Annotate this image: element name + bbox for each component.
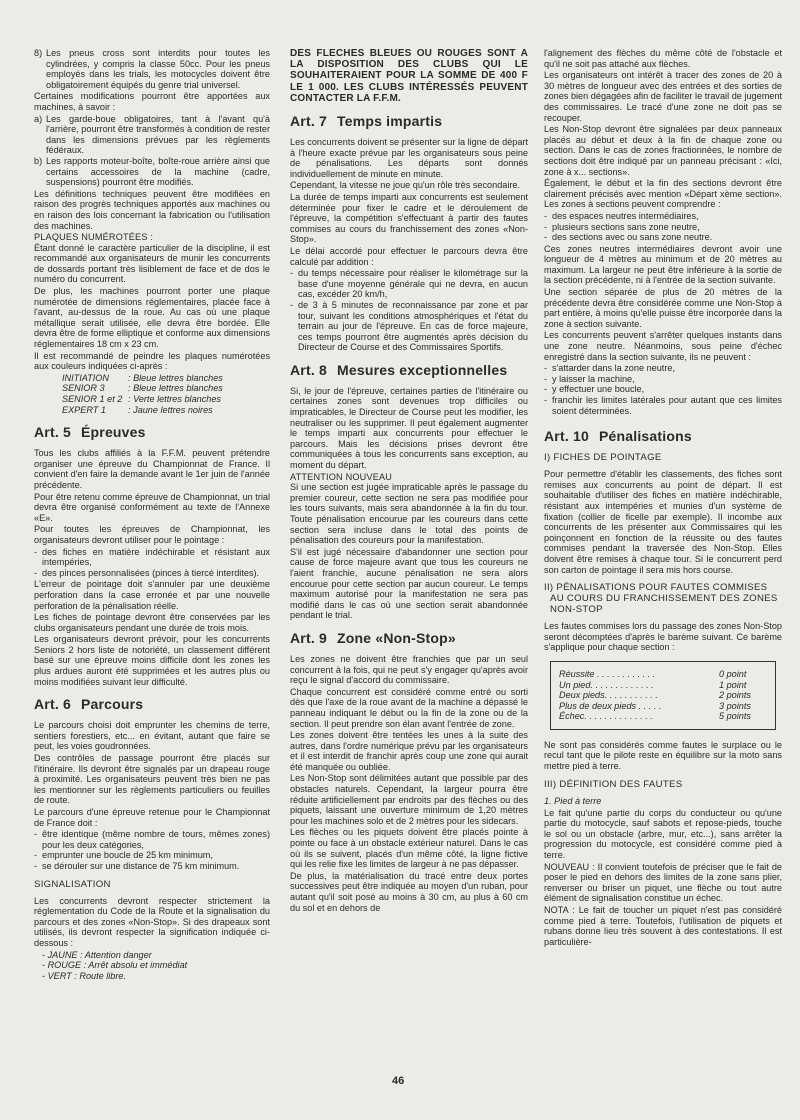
- list-item-text: s'attarder dans la zone neutre,: [552, 363, 675, 374]
- list-item-text: Les garde-boue obligatoires, tant à l'avant qu'à l'arrière, pourront être transformés à condition de rester dans les dimensions prévues par les règlements fédéraux.: [46, 113, 270, 156]
- color-description: : Jaune lettres noires: [128, 404, 213, 415]
- modifications-list: [34, 114, 270, 188]
- dash-marker: -: [34, 860, 38, 871]
- paragraph: Chaque concurrent est considéré comme entré ou sorti dès que l'axe de la roue avant de la machine a dépassé le panneau indiquant le début ou la fin de la zone ou de la section. Il peut prendre son élan avant l'entrée de zone.: [290, 686, 528, 729]
- paragraph: Le délai accordé pour effectuer le parcours devra être calculé par addition :: [290, 245, 528, 267]
- plate-color-row: [62, 383, 270, 394]
- paragraph: NOUVEAU : Il convient toutefois de préciser que le fait de poser le pied en dehors des limites de la zone sans plier, renverser ou briser un piquet, une flèche ou tout autre élément de signalisation constitue un échec.: [544, 861, 782, 904]
- list-item: [544, 374, 782, 385]
- dash-marker: -: [544, 363, 548, 374]
- column-left: [34, 48, 270, 981]
- list-item: [290, 268, 528, 300]
- paragraph: Une section séparée de plus de 20 mètres de la précédente devra être considérée comme une Non-Stop à part entière, à moins qu'elle puisse être incorporée dans la zone à section suivante.: [544, 287, 782, 329]
- dash-marker: -: [34, 829, 38, 840]
- penalty-points: 0 point: [719, 668, 747, 679]
- list-marker: b): [34, 155, 43, 166]
- fault-name: Deux pieds. . . . . . . . . . .: [559, 690, 658, 701]
- penalty-row: [559, 701, 767, 712]
- list-item-text: des sections avec ou sans zone neutre.: [552, 232, 713, 243]
- list-item-text: se dérouler sur une distance de 75 km minimum.: [42, 860, 240, 871]
- list-item-text: des pinces personnalisées (pinces à tiercé interdites).: [42, 567, 260, 578]
- penalty-row: [559, 680, 767, 691]
- paragraph: L'erreur de pointage doit s'annuler par une deuxième perforation dans la case erronée et par une nouvelle perforation de la pénalisation réelle.: [34, 579, 270, 611]
- dash-marker: -: [544, 210, 548, 221]
- fault-name: Un pied. . . . . . . . . . . . .: [559, 679, 654, 690]
- paragraph: Pour permettre d'établir les classements, des fiches sont remises aux concurrents au point de départ. Il est souhaitable d'utiliser des fiches en matière indéchirable, résistant aux intempéries et munies d'un système de fixation (collier de ficelle par exemple). Il incombe aux concurrents de les présenter aux Commissaires qui les poinçonnent en fonction de la réussite ou des fautes commises pendant la traversée des Non-Stop. Elles doivent être remises à chaque tour. Si le concurrent perd son carton de pointage il sera mis hors course.: [544, 469, 782, 575]
- page-number: 46: [392, 1075, 405, 1087]
- list-item: [544, 363, 782, 374]
- paragraph: Les Non-Stop sont délimitées autant que possible par des obstacles naturels. Cependant, la largeur pourra être réduite artificiellement par endroits par des flèches ou des piquets, laissant une ouverture minimum de 1,20 mètres pour les machines solo et de 2 mètres pour les sidecars.: [290, 773, 528, 826]
- list-item: [544, 384, 782, 395]
- intro-notice: DES FLECHES BLEUES OU ROUGES SONT A LA DISPOSITION DES CLUBS QUI LE SOUHAITERAIENT POUR LA SOMME DE 400 F LE 1 000. LES CLUBS INTÉRESSÉS PEUVENT CONTACTER LA F.F.M.: [290, 48, 528, 104]
- paragraph: Les organisateurs devront prévoir, pour les concurrents Seniors 2 hors liste de notoriété, un classement différent basé sur une épreuve moins difficile dont les zones les plus ardues auront été supprimées et les autres plus ou moins modifiées suivant leur difficulté.: [34, 634, 270, 687]
- list-item: [34, 156, 270, 188]
- paragraph: Certaines modifications pourront être apportées aux machines, à savoir :: [34, 91, 270, 112]
- paragraph: Les Non-Stop devront être signalées par deux panneaux placés au début et deux à la fin de chaque zone ou section. Dans le cas de zones fractionnées, le nombre de sections doit être indiqué par un panneau précisant : «Ici, zone à x... sections».: [544, 124, 782, 177]
- paragraph: De plus, la matérialisation du tracé entre deux portes successives peut être indiquée au moyen d'un ruban, pour autant qu'il soit posé au moins à 30 cm, au plus à 60 cm du sol et en dehors de: [290, 870, 528, 913]
- paragraph: Également, le début et la fin des sections devront être clairement précisés avec mention «Départ xème section». Les zones à sections peuvent comprendre :: [544, 178, 782, 210]
- section-heading: I) FICHES DE POINTAGE: [544, 452, 662, 464]
- list-item-text: franchir les limites latérales pour autant que ces limites soient déterminées.: [552, 395, 782, 416]
- article-heading: Art. 7 Temps impartis: [290, 113, 443, 130]
- list-item-text: Les pneus cross sont interdits pour toutes les cylindrées, y compris la classe 50cc. Pour les pneus employés dans les trials, les motocycles doivent être obligatoirement équipés du genre trial universel.: [46, 48, 270, 90]
- list-item: [34, 114, 270, 156]
- fault-name: Plus de deux pieds . . . . .: [559, 700, 662, 711]
- list-item-text: des fiches en matière indéchirable et résistant aux intempéries,: [42, 546, 270, 568]
- section-heading: III) DÉFINITION DES FAUTES: [544, 778, 683, 790]
- article-heading: Art. 8 Mesures exceptionnelles: [290, 361, 508, 378]
- list-marker: 8): [34, 48, 43, 58]
- pointage-list: [34, 547, 270, 579]
- flag-signal-item: - VERT : Route libre.: [42, 970, 127, 981]
- paragraph: Étant donné le caractère particulier de la discipline, il est recommandé aux organisateurs de munir les concurrents de dossards portant très lisiblement de face et de dos le numéro du concurrent.: [34, 242, 270, 285]
- paragraph: Les fiches de pointage devront être conservées par les clubs organisateurs pendant une durée de trois mois.: [34, 612, 270, 633]
- penalty-scale-box: [550, 661, 776, 730]
- list-item: [34, 829, 270, 850]
- paragraph: Les définitions techniques peuvent être modifiées en raison des progrès techniques apportés aux machines ou en raison des lois concernant la fabrication ou l'utilisation des machines.: [34, 188, 270, 231]
- column-right: [544, 48, 782, 948]
- rules-list: [34, 48, 270, 90]
- dash-marker: -: [290, 299, 294, 310]
- list-item: [34, 48, 270, 90]
- plate-color-row: [62, 405, 270, 416]
- dash-marker: -: [34, 546, 38, 557]
- penalty-points: 5 points: [719, 711, 751, 722]
- flag-signal-item: - ROUGE : Arrêt absolu et immédiat: [42, 960, 188, 971]
- neutral-zone-rules-list: [544, 363, 782, 416]
- paragraph: Les organisateurs ont intérêt à tracer des zones de 20 à 30 mètres de longueur avec des entrées et des sorties de zones bien dégagées afin de faciliter le travail de jugement des commissaires. Le tracé d'une zone ne doit pas se recouper.: [544, 70, 782, 123]
- paragraph: Il est recommandé de peindre les plaques numérotées aux couleurs indiquées ci-après :: [34, 350, 270, 372]
- dash-marker: -: [544, 373, 548, 384]
- paragraph: Les concurrents doivent se présenter sur la ligne de départ à l'heure exacte prévue par les organisateurs sous peine de pénalisations. Les départs sont donnés individuellement de minute en minute.: [290, 137, 528, 179]
- list-item-text: du temps nécessaire pour réaliser le kilométrage sur la base d'une moyenne générale qui ne devra, en aucun cas, excéder 20 km/h,: [298, 268, 528, 300]
- paragraph: NOTA : Le fait de toucher un piquet n'est pas considéré comme pied à terre. Toutefois, l'utilisation de piquets et rubans donne lieu très souvent à des contestations. Il est particulière-: [544, 905, 782, 947]
- list-item: [544, 211, 782, 222]
- dash-marker: -: [544, 232, 548, 243]
- color-description: : Bleue lettres blanches: [128, 372, 223, 383]
- paragraph: Les concurrents devront respecter strictement la réglementation du Code de la Route et la signalisation du parcours et des zones «Non-Stop». Si des drapeaux sont utilisés, ils devront respecter la signification indiquée ci-dessous :: [34, 895, 270, 948]
- notice-heading: ATTENTION NOUVEAU: [290, 471, 393, 482]
- list-item: [544, 222, 782, 233]
- list-item: [34, 568, 270, 579]
- section-heading: II) PÉNALISATIONS POUR FAUTES COMMISES AU COURS DU FRANCHISSEMENT DES ZONES NON-STOP: [544, 582, 778, 616]
- article-heading: Art. 6 Parcours: [34, 696, 144, 713]
- list-item-text: emprunter une boucle de 25 km minimum,: [42, 850, 213, 861]
- dash-marker: -: [290, 268, 294, 279]
- paragraph: Le parcours d'une épreuve retenue pour le Championnat de France doit :: [34, 807, 270, 828]
- paragraph: Les zones ne doivent être franchies que par un seul concurrent à la fois, qui ne peut s'y engager qu'après avoir reçu le signal d'accord du commissaire.: [290, 653, 528, 686]
- section-heading: PLAQUES NUMÉROTÉES :: [34, 232, 154, 243]
- penalty-row: [559, 669, 767, 680]
- penalty-points: 1 point: [719, 679, 747, 690]
- category-name: SENIOR 1 et 2: [62, 394, 123, 404]
- paragraph: Si, le jour de l'épreuve, certaines parties de l'itinéraire ou certaines zones sont devenues trop difficiles ou impraticables, le Directeur de Course peut les modifier, les neutraliser ou les supprimer. Il peut également augmenter le temps imparti aux concurrents pour effectuer le parcours. Mais les décisions prises devront être communiquées à tous les concurrents sans exception, au moment du départ.: [290, 385, 528, 471]
- plate-color-row: [62, 394, 270, 405]
- article-heading: Art. 9 Zone «Non-Stop»: [290, 629, 456, 646]
- paragraph: La durée de temps imparti aux concurrents est seulement déterminée pour fixer le cadre et le déroulement de l'épreuve, la compétition s'effectuant à partir des fautes commises au cours du franchissement des zones «Non-Stop».: [290, 191, 528, 245]
- paragraph: Tous les clubs affiliés à la F.F.M. peuvent prétendre organiser une épreuve du Championnat de France. Il convient d'en faire la demande avant le 1er juin de l'année précédente.: [34, 448, 270, 490]
- list-item-text: y laisser la machine,: [552, 373, 635, 384]
- paragraph: Cependant, la vitesse ne joue qu'un rôle très secondaire.: [290, 180, 521, 191]
- penalty-points: 2 points: [719, 690, 751, 701]
- dash-marker: -: [544, 395, 548, 405]
- list-item: [544, 395, 782, 416]
- list-item-text: plusieurs sections sans zone neutre,: [552, 221, 700, 232]
- delay-list: [290, 268, 528, 353]
- section-heading: SIGNALISATION: [34, 878, 111, 890]
- paragraph: Les zones doivent être tentées les unes à la suite des autres, dans l'ordre numérique prévu par les organisateurs et il est interdit de franchir après coup une zone qui aurait été manquée ou oubliée.: [290, 730, 528, 772]
- paragraph: Ces zones neutres intermédiaires devront avoir une longueur de 4 mètres au minimum et de 20 mètres au maximum. La largeur ne peut être inférieure à la sortie de la section précédente, ni à l'entrée de la section suivante.: [544, 243, 782, 286]
- parcours-list: [34, 829, 270, 871]
- paragraph: Pour être retenu comme épreuve de Championnat, un trial devra être organisé conformément au texte de l'Annexe «E».: [34, 491, 270, 523]
- penalty-row: [559, 711, 767, 722]
- dash-marker: -: [544, 221, 548, 232]
- dash-marker: -: [34, 567, 38, 578]
- list-item-text: y effectuer une boucle,: [552, 384, 645, 395]
- plate-colors-list: [34, 373, 270, 415]
- fault-name: Réussite . . . . . . . . . . . .: [559, 668, 656, 679]
- dash-marker: -: [544, 384, 548, 395]
- dash-marker: -: [34, 850, 38, 861]
- article-heading: Art. 5 Épreuves: [34, 424, 146, 441]
- list-item-text: de 3 à 5 minutes de reconnaissance par zone et par tour, suivant les conditions atmosphériques et l'état du terrain au jour de l'épreuve. En cas de force majeure, ces temps pourront être augmentés après décision du Directeur de Course et des Commissaires Sportifs.: [298, 299, 528, 353]
- category-name: SENIOR 3: [62, 383, 105, 394]
- zone-types-list: [544, 211, 782, 243]
- subsection-heading: 1. Pied à terre: [544, 795, 602, 806]
- penalty-points: 3 points: [719, 700, 751, 711]
- paragraph: De plus, les machines pourront porter une plaque numérotée de dimensions réglementaires, placée face à l'avant, au-dessus de la roue. Au cas où une plaque métallique serait utilisée, elle devra être bordée. Elle devra être de forme elliptique et conforme aux dimensions réglementaires 18 cm x 23 cm.: [34, 286, 270, 350]
- plate-color-row: [62, 373, 270, 384]
- category-name: INITIATION: [62, 372, 109, 383]
- paragraph: Les flèches ou les piquets doivent être placés pointe à pointe ou face à un obstacle extérieur naturel. Dans le cas où ils se suivent, placés d'un même côté, la ligne fictive qui les relie fixe les limites de largeur à ne pas dépasser.: [290, 827, 528, 870]
- column-middle: [290, 48, 528, 914]
- paragraph: Pour toutes les épreuves de Championnat, les organisateurs devront utiliser pour le pointage :: [34, 524, 270, 545]
- color-description: : Bleue lettres blanches: [128, 383, 223, 394]
- list-item: [34, 850, 270, 861]
- paragraph: Les concurrents peuvent s'arrêter quelques instants dans une zone neutre. Néanmoins, sous peine d'échec enregistré dans la section suivante, ils ne peuvent :: [544, 330, 782, 362]
- paragraph: S'il est jugé nécessaire d'abandonner une section pour cause de force majeure avant que tous les coureurs ne l'aient franchie, aucune pénalisation ne sera alors encourue pour cette section par aucun coureur. Le temps maximum autorisé pour la manifestation ne sera pas modifié dans le cas où une section serait abandonnée pendant le trial.: [290, 546, 528, 621]
- list-item-text: être identique (même nombre de tours, mêmes zones) pour les deux catégories,: [42, 829, 270, 850]
- paragraph: Le fait qu'une partie du corps du conducteur ou qu'une partie du motocycle, sauf sabots et repose-pieds, touche le sol ou un obstacle (arbre, mur, etc...), sans arrêter la progression du motocycle, est considéré comme pied à terre.: [544, 807, 782, 861]
- article-heading: Art. 10 Pénalisations: [544, 428, 692, 445]
- flag-signal-item: - JAUNE : Attention danger: [42, 949, 152, 960]
- penalty-row: [559, 690, 767, 701]
- color-description: : Verte lettres blanches: [128, 394, 221, 404]
- fault-name: Échec. . . . . . . . . . . . . .: [559, 711, 653, 722]
- list-item-text: Les rapports moteur-boîte, boîte-roue arrière ainsi que certains accessoires de la machine (cadre, suspensions) pourront être modifiés.: [46, 155, 270, 188]
- paragraph: Si une section est jugée impraticable après le passage du premier coureur, cette section ne sera pas modifiée pour les tours suivants, mais sera abandonnée à la fin du tour. Toute pénalisation encourue par les coureurs dans cette section sera incluse dans le total des points de pénalisation des coureurs pour la manifestation.: [290, 482, 528, 546]
- list-item: [544, 232, 782, 243]
- flag-signals-list: [34, 950, 270, 982]
- list-item: [34, 861, 270, 872]
- list-item: [34, 547, 270, 568]
- paragraph: l'alignement des flèches du même côté de l'obstacle et qu'il ne soit pas attaché aux flèches.: [544, 48, 782, 69]
- paragraph: Le parcours choisi doit emprunter les chemins de terre, sentiers forestiers, etc... en évitant, autant que faire se peut, les voies goudronnées.: [34, 720, 270, 752]
- list-item-text: des espaces neutres intermédiaires,: [552, 210, 699, 221]
- paragraph: Des contrôles de passage pourront être placés sur l'itinéraire. Ils devront être signalés par un drapeau rouge à proximité. Les organisateurs peuvent très bien ne pas les mentionner sur les règlements particuliers ou feuilles de route.: [34, 753, 270, 806]
- paragraph: Ne sont pas considérés comme fautes le surplace ou le recul tant que le pilote reste en équilibre sur la moto sans mettre pied à terre.: [544, 739, 782, 772]
- list-item: [290, 300, 528, 353]
- paragraph: Les fautes commises lors du passage des zones Non-Stop seront décomptées d'après le barème suivant. Ce barème s'applique pour chaque section :: [544, 621, 782, 653]
- list-marker: a): [34, 113, 43, 124]
- category-name: EXPERT 1: [62, 404, 106, 415]
